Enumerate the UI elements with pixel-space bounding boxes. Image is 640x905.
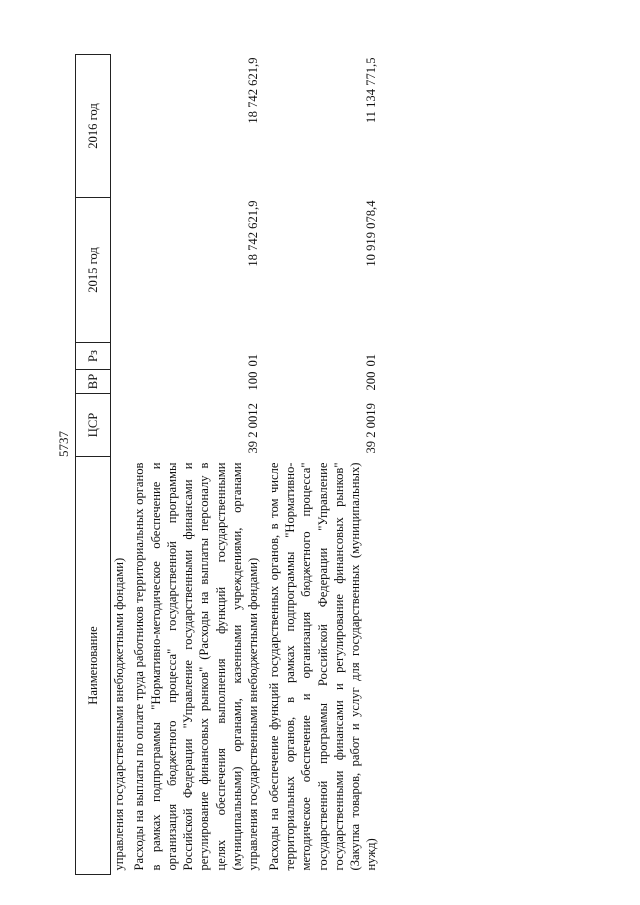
- row-vr: 200: [364, 371, 379, 391]
- row-2016: 11 134 771,5: [364, 57, 379, 124]
- row-csr: 39 2 0019: [364, 403, 379, 454]
- header-rz: Рз: [76, 343, 111, 370]
- row-2016: 18 742 621,9: [246, 57, 261, 124]
- budget-table-sheet: [75, 55, 580, 875]
- table-header-row: [76, 55, 111, 875]
- header-name: Наименование: [76, 457, 111, 875]
- continuation-text: управления государственными внебюджетными фондами): [112, 557, 126, 871]
- budget-table: [75, 54, 380, 875]
- table-row: [127, 55, 261, 875]
- row-name: Расходы на выплаты по оплате труда работников территориальных органов в рамках подпрограммы "Нормативно-методическое обеспечение и организация бюджетного процесса" государственной программы Российской Федерации "Управление государственными финансами и регулирование финансовых рынков" (Расходы на выплаты персоналу в целях обеспечения выполнения функций государственными (муниципальными) органами, казенными учреждениями, органами управления государственными внебюджетными фондами): [132, 462, 261, 871]
- table-row-continuation: [111, 55, 128, 875]
- header-vr: ВР: [76, 370, 111, 394]
- table-row: [262, 55, 380, 875]
- header-2015: 2015 год: [76, 198, 111, 343]
- row-rz: 01: [364, 353, 379, 367]
- page-number: 5737: [56, 431, 71, 457]
- row-name: Расходы на обеспечение функций государственных органов, в том числе территориальных органов, в рамках подпрограммы "Нормативно-методическое обеспечение и организация бюджетного процесса" государственной программы Российской Федерации "Управление государственными финансами и регулирование финансовых рынков" (Закупка товаров, работ и услуг для государственных (муниципальных) нужд): [266, 462, 379, 871]
- row-2015: 10 919 078,4: [364, 200, 379, 267]
- header-2016: 2016 год: [76, 55, 111, 198]
- row-vr: 100: [246, 371, 261, 391]
- row-rz: 01: [246, 353, 261, 367]
- header-csr: ЦСР: [76, 394, 111, 457]
- row-2015: 18 742 621,9: [246, 200, 261, 267]
- row-csr: 39 2 0012: [246, 403, 261, 454]
